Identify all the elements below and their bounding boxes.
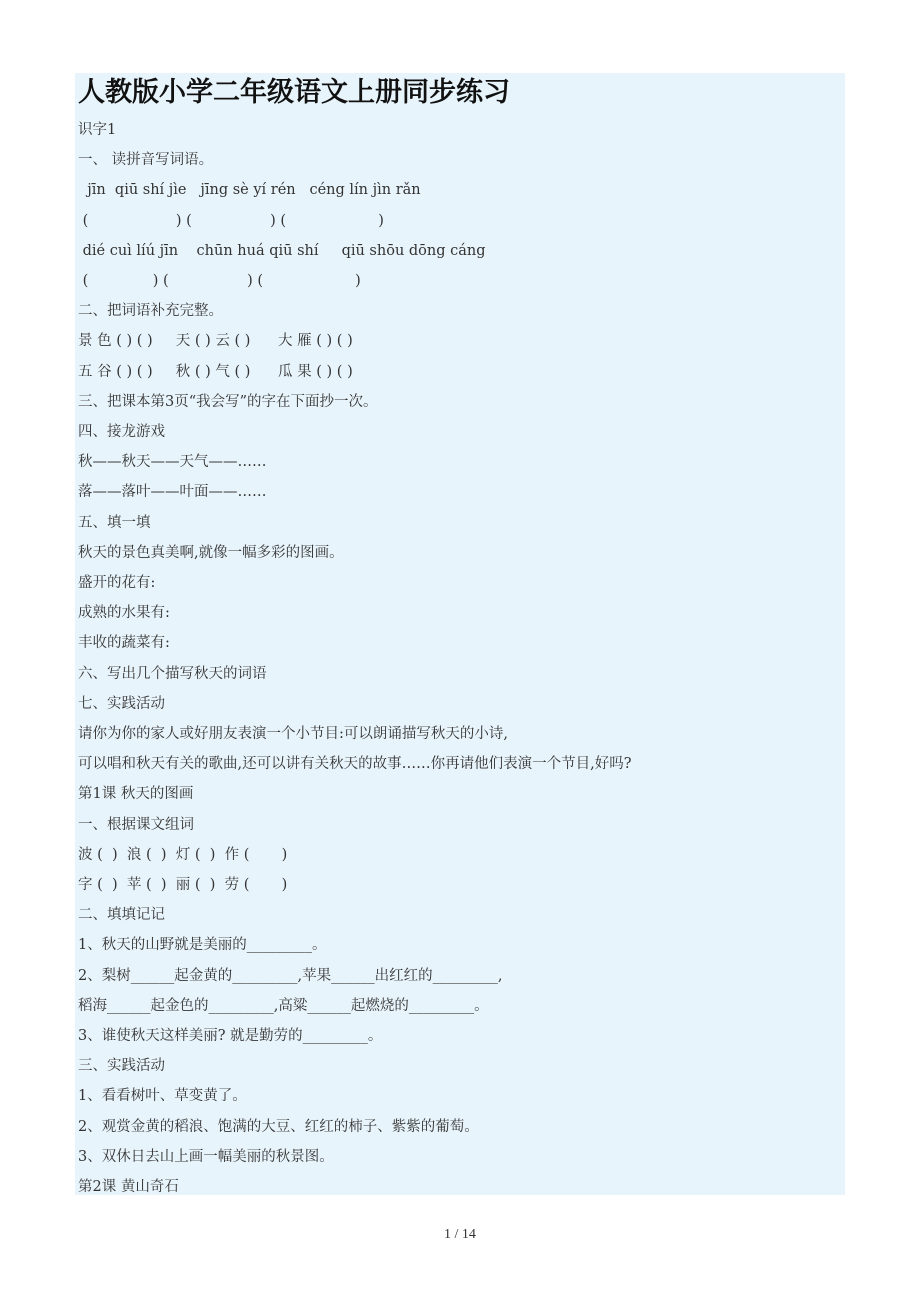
text-line: 五 谷 ( ) ( ) 秋 ( ) 气 ( ) 瓜 果 ( ) ( )	[78, 363, 353, 380]
text-line: 稻海______起金色的_________,高粱______起燃烧的_________。	[78, 997, 489, 1014]
text-line: 3、谁使秋天这样美丽? 就是勤劳的_________。	[78, 1028, 383, 1044]
text-line: 一、根据课文组词	[78, 816, 194, 833]
text-line: 3、双休日去山上画一幅美丽的秋景图。	[78, 1148, 334, 1165]
text-line: 波 ( ) 浪 ( ) 灯 ( ) 作 ( )	[78, 846, 288, 863]
text-line: 盛开的花有:	[78, 575, 156, 591]
text-line: 落——落叶——叶面——……	[78, 484, 267, 501]
text-line: jīn qiū shí jìe jīng sè yí rén céng lín jìn rǎn	[78, 182, 421, 199]
text-line: 第2课 黄山奇石	[78, 1179, 179, 1195]
text-line: ( ) ( ) ( )	[78, 212, 384, 229]
text-line: 可以唱和秋天有关的歌曲,还可以讲有关秋天的故事……你再请他们表演一个节目,好吗?	[78, 756, 632, 773]
document-body	[75, 73, 845, 1195]
text-line: ( ) ( ) ( )	[78, 273, 361, 289]
page-number: 1 / 14	[444, 1227, 476, 1242]
text-line: 二、填填记记	[78, 907, 165, 924]
text-line: 2、观赏金黄的稻浪、饱满的大豆、红红的柿子、紫紫的葡萄。	[78, 1118, 479, 1135]
text-line: 五、填一填	[78, 514, 151, 531]
text-line: 三、把课本第3页“我会写”的字在下面抄一次。	[78, 393, 378, 410]
text-line: 四、接龙游戏	[78, 424, 165, 440]
text-line: 第1课 秋天的图画	[78, 786, 194, 803]
text-line: 丰收的蔬菜有:	[78, 635, 170, 652]
text-line: 1、看看树叶、草变黄了。	[78, 1088, 247, 1105]
text-line: 二、把词语补充完整。	[78, 303, 223, 320]
text-line: 秋天的景色真美啊,就像一幅多彩的图画。	[78, 544, 344, 561]
text-line: 七、实践活动	[78, 695, 165, 712]
text-line: dié cuì líú jīn chūn huá qiū shí qiū shōu dōng cáng	[78, 242, 486, 259]
text-line: 一、 读拼音写词语。	[78, 152, 214, 169]
text-line: 字 ( ) 苹 ( ) 丽 ( ) 劳 ( )	[78, 877, 288, 893]
document-title: 人教版小学二年级语文上册同步练习	[78, 77, 510, 108]
text-line: 成熟的水果有:	[78, 605, 170, 622]
text-line: 三、实践活动	[78, 1058, 165, 1075]
text-line: 识字1	[78, 122, 117, 138]
text-line: 景 色 ( ) ( ) 天 ( ) 云 ( ) 大 雁 ( ) ( )	[78, 333, 353, 350]
text-line: 1、秋天的山野就是美丽的_________。	[78, 937, 327, 954]
text-line: 六、写出几个描写秋天的词语	[78, 665, 267, 682]
text-line: 秋——秋天——天气——……	[78, 454, 267, 471]
text-line: 2、梨树______起金黄的_________,苹果______出红红的_________,	[78, 967, 503, 984]
text-line: 请你为你的家人或好朋友表演一个小节目:可以朗诵描写秋天的小诗,	[78, 726, 508, 742]
